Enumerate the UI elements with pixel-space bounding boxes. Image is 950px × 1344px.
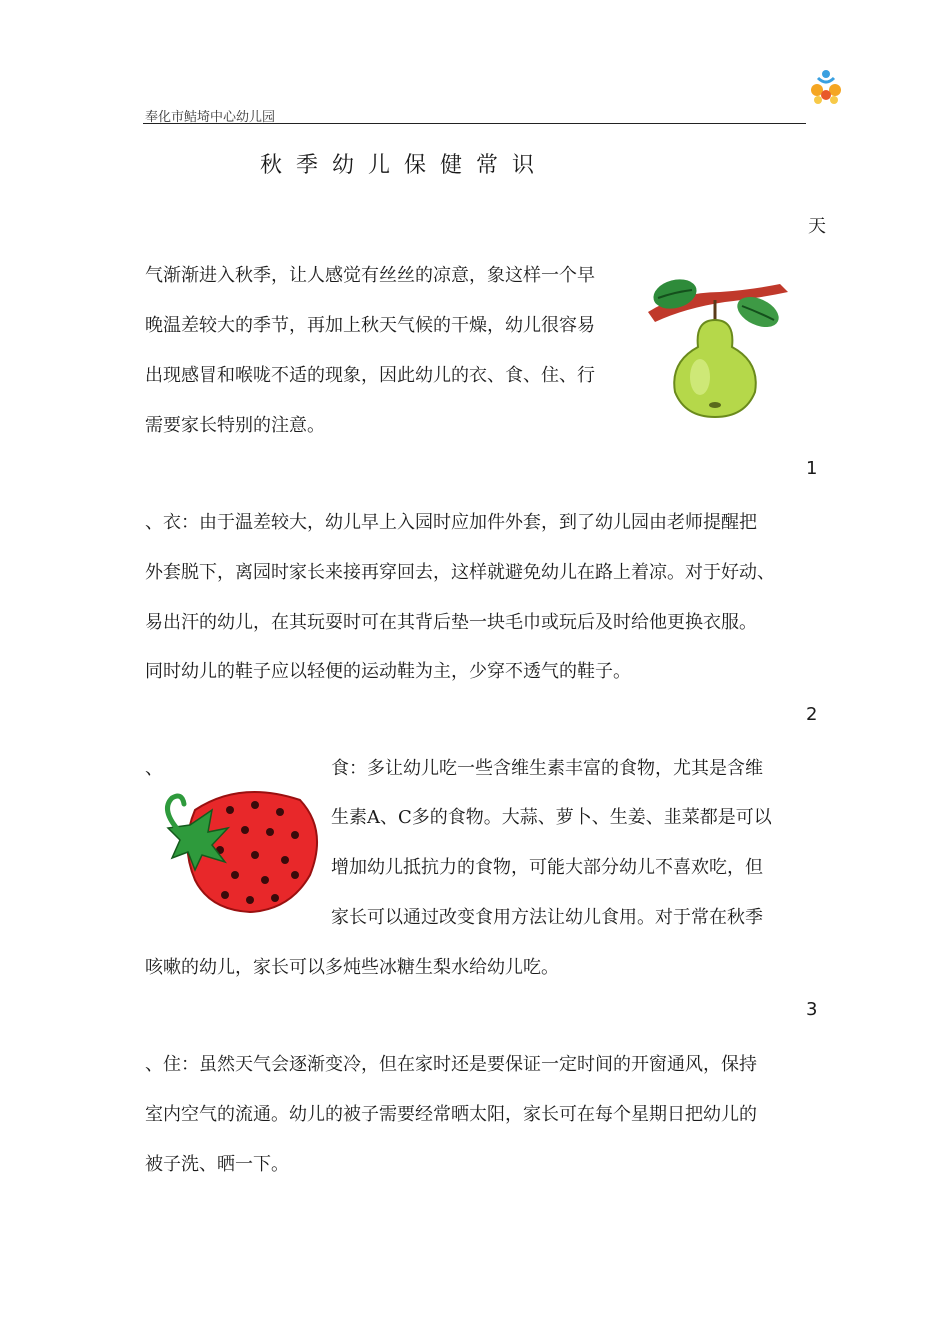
intro-line: 需要家长特别的注意。 (145, 415, 325, 436)
kindergarten-logo-icon (806, 68, 846, 108)
header-org-name: 奉化市鲒埼中心幼儿园 (145, 110, 276, 125)
section-line: 室内空气的流通。幼儿的被子需要经常晒太阳，家长可在每个星期日把幼儿的 (145, 1104, 757, 1125)
section-line: 外套脱下，离园时家长来接再穿回去，这样就避免幼儿在路上着凉。对于好动、 (145, 562, 775, 583)
section-line: 增加幼儿抵抗力的食物，可能大部分幼儿不喜欢吃，但 (331, 857, 763, 878)
section-line: 生素A、C多的食物。大蒜、萝卜、生姜、韭菜都是可以 (331, 807, 772, 828)
section-line: 同时幼儿的鞋子应以轻便的运动鞋为主，少穿不透气的鞋子。 (145, 661, 631, 682)
pear-icon (640, 262, 805, 422)
section-line: 易出汗的幼儿，在其玩耍时可在其背后垫一块毛巾或玩后及时给他更换衣服。 (145, 612, 757, 633)
section-line: 家长可以通过改变食用方法让幼儿食用。对于常在秋季 (331, 907, 763, 928)
intro-line: 气渐渐进入秋季，让人感觉有丝丝的凉意，象这样一个早 (145, 265, 595, 286)
section-line: 被子洗、晒一下。 (145, 1154, 289, 1175)
section-lead-mark: 、 (145, 758, 163, 779)
section-line: 、住：虽然天气会逐渐变冷，但在家时还是要保证一定时间的开窗通风，保持 (145, 1054, 757, 1075)
intro-line: 出现感冒和喉咙不适的现象，因此幼儿的衣、食、住、行 (145, 365, 595, 386)
intro-line: 晚温差较大的季节，再加上秋天气候的干燥，幼儿很容易 (145, 315, 595, 336)
page-title: 秋季幼儿保健常识 (260, 153, 549, 178)
section-line: 、衣：由于温差较大，幼儿早上入园时应加件外套，到了幼儿园由老师提醒把 (145, 512, 757, 533)
section-line: 食：多让幼儿吃一些含维生素丰富的食物，尤其是含维 (331, 758, 763, 779)
header-divider (143, 123, 806, 124)
section-number: 3 (806, 999, 818, 1020)
strawberry-icon (150, 770, 330, 920)
section-number: 2 (806, 704, 818, 725)
section-number: 1 (806, 458, 818, 479)
section-line: 咳嗽的幼儿，家长可以多炖些冰糖生梨水给幼儿吃。 (145, 957, 559, 978)
intro-lead-char: 天 (808, 216, 826, 237)
